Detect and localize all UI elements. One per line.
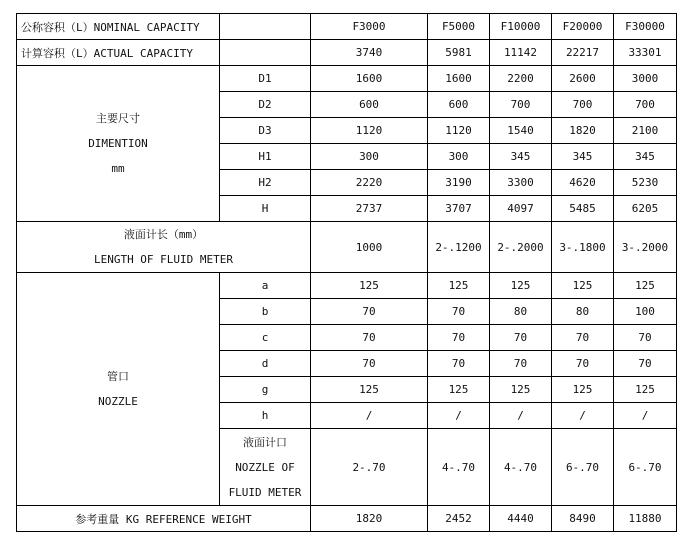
dimension-key: D2 (220, 92, 311, 118)
value-cell: 1820 (311, 506, 428, 532)
fluid-meter-label-cn: 液面计长（mm） (123, 228, 204, 241)
value-cell: 125 (614, 377, 677, 403)
value-cell: 80 (490, 299, 552, 325)
value-cell: 2100 (614, 118, 677, 144)
value-cell: 3190 (428, 170, 490, 196)
meter-nozzle-line3: FLUID METER (228, 485, 302, 499)
value-cell: 5230 (614, 170, 677, 196)
dimension-key: D1 (220, 66, 311, 92)
value-cell: 2-.70 (311, 429, 428, 506)
value-cell: 600 (311, 92, 428, 118)
value-cell: 125 (490, 273, 552, 299)
dimension-label-en: DIMENTION (88, 137, 148, 150)
value-cell: 70 (490, 325, 552, 351)
value-cell: / (311, 403, 428, 429)
value-cell: 600 (428, 92, 490, 118)
value-cell: 1600 (428, 66, 490, 92)
value-cell: 6-.70 (552, 429, 614, 506)
value-cell: 5981 (428, 40, 490, 66)
value-cell: 125 (490, 377, 552, 403)
value-cell: 125 (614, 273, 677, 299)
actual-row (17, 40, 677, 66)
value-cell: 345 (614, 144, 677, 170)
value-cell: 300 (311, 144, 428, 170)
value-cell: 6205 (614, 196, 677, 222)
value-cell: 4440 (490, 506, 552, 532)
value-cell: 6-.70 (614, 429, 677, 506)
value-cell: 33301 (614, 40, 677, 66)
value-cell: 125 (428, 273, 490, 299)
nozzle-key: a (220, 273, 311, 299)
value-cell: 2-.2000 (490, 222, 552, 273)
value-cell: 300 (428, 144, 490, 170)
dimension-label-cn: 主要尺寸 (96, 112, 140, 125)
value-cell: 3-.2000 (614, 222, 677, 273)
value-cell: 345 (552, 144, 614, 170)
nozzle-key: c (220, 325, 311, 351)
value-cell: 3707 (428, 196, 490, 222)
spec-table (16, 13, 677, 532)
value-cell: 3300 (490, 170, 552, 196)
nozzle-row (17, 273, 677, 299)
meter-nozzle-line2: NOZZLE OF (235, 460, 295, 474)
fluid-meter-label (17, 222, 311, 273)
value-cell: 11142 (490, 40, 552, 66)
value-cell: 70 (311, 351, 428, 377)
nominal-label: 公称容积（L）NOMINAL CAPACITY (17, 14, 220, 40)
value-cell: 700 (490, 92, 552, 118)
model-cell: F30000 (614, 14, 677, 40)
nominal-row (17, 14, 677, 40)
meter-nozzle-line1: 液面计口 (243, 435, 287, 449)
value-cell: 70 (614, 351, 677, 377)
dimension-key: H (220, 196, 311, 222)
value-cell: 80 (552, 299, 614, 325)
value-cell: 70 (490, 351, 552, 377)
value-cell: 1000 (311, 222, 428, 273)
value-cell: 70 (311, 299, 428, 325)
value-cell: 4-.70 (428, 429, 490, 506)
model-cell: F20000 (552, 14, 614, 40)
nozzle-label-cn: 管口 (107, 370, 129, 383)
value-cell: 70 (614, 325, 677, 351)
value-cell: 2-.1200 (428, 222, 490, 273)
value-cell: 11880 (614, 506, 677, 532)
value-cell: 125 (552, 273, 614, 299)
nozzle-key: d (220, 351, 311, 377)
value-cell: 125 (428, 377, 490, 403)
model-cell: F5000 (428, 14, 490, 40)
value-cell: 700 (614, 92, 677, 118)
meter-nozzle-label (220, 429, 311, 506)
value-cell: 3000 (614, 66, 677, 92)
value-cell: 2220 (311, 170, 428, 196)
value-cell: 70 (428, 325, 490, 351)
model-cell: F3000 (311, 14, 428, 40)
fluid-meter-row (17, 222, 677, 273)
nozzle-key: h (220, 403, 311, 429)
dimension-key: H2 (220, 170, 311, 196)
fluid-meter-label-en: LENGTH OF FLUID METER (93, 253, 234, 266)
dimension-key: D3 (220, 118, 311, 144)
value-cell: 345 (490, 144, 552, 170)
model-cell: F10000 (490, 14, 552, 40)
value-cell: 3-.1800 (552, 222, 614, 273)
value-cell: 8490 (552, 506, 614, 532)
value-cell: 70 (428, 299, 490, 325)
value-cell: 70 (552, 351, 614, 377)
value-cell: 1540 (490, 118, 552, 144)
value-cell: 70 (428, 351, 490, 377)
nozzle-label-en: NOZZLE (98, 395, 138, 408)
value-cell: 1120 (311, 118, 428, 144)
value-cell: 70 (552, 325, 614, 351)
dimension-unit: mm (111, 162, 125, 175)
nozzle-label (17, 273, 220, 506)
nozzle-key: g (220, 377, 311, 403)
value-cell: 1120 (428, 118, 490, 144)
value-cell: / (490, 403, 552, 429)
value-cell: 5485 (552, 196, 614, 222)
empty-cell (220, 40, 311, 66)
value-cell: / (614, 403, 677, 429)
dimension-label (17, 66, 220, 222)
empty-cell (220, 14, 311, 40)
value-cell: 125 (552, 377, 614, 403)
weight-label: 参考重量 KG REFERENCE WEIGHT (17, 506, 311, 532)
value-cell: 2600 (552, 66, 614, 92)
weight-row (17, 506, 677, 532)
value-cell: 1600 (311, 66, 428, 92)
value-cell: 3740 (311, 40, 428, 66)
nozzle-key: b (220, 299, 311, 325)
value-cell: 125 (311, 273, 428, 299)
value-cell: 700 (552, 92, 614, 118)
value-cell: 4620 (552, 170, 614, 196)
actual-label: 计算容积（L）ACTUAL CAPACITY (17, 40, 220, 66)
value-cell: 4-.70 (490, 429, 552, 506)
value-cell: 125 (311, 377, 428, 403)
value-cell: / (428, 403, 490, 429)
dimension-row (17, 66, 677, 92)
value-cell: 70 (311, 325, 428, 351)
value-cell: 22217 (552, 40, 614, 66)
value-cell: 2452 (428, 506, 490, 532)
dimension-key: H1 (220, 144, 311, 170)
value-cell: 100 (614, 299, 677, 325)
value-cell: / (552, 403, 614, 429)
value-cell: 1820 (552, 118, 614, 144)
value-cell: 4097 (490, 196, 552, 222)
value-cell: 2737 (311, 196, 428, 222)
value-cell: 2200 (490, 66, 552, 92)
